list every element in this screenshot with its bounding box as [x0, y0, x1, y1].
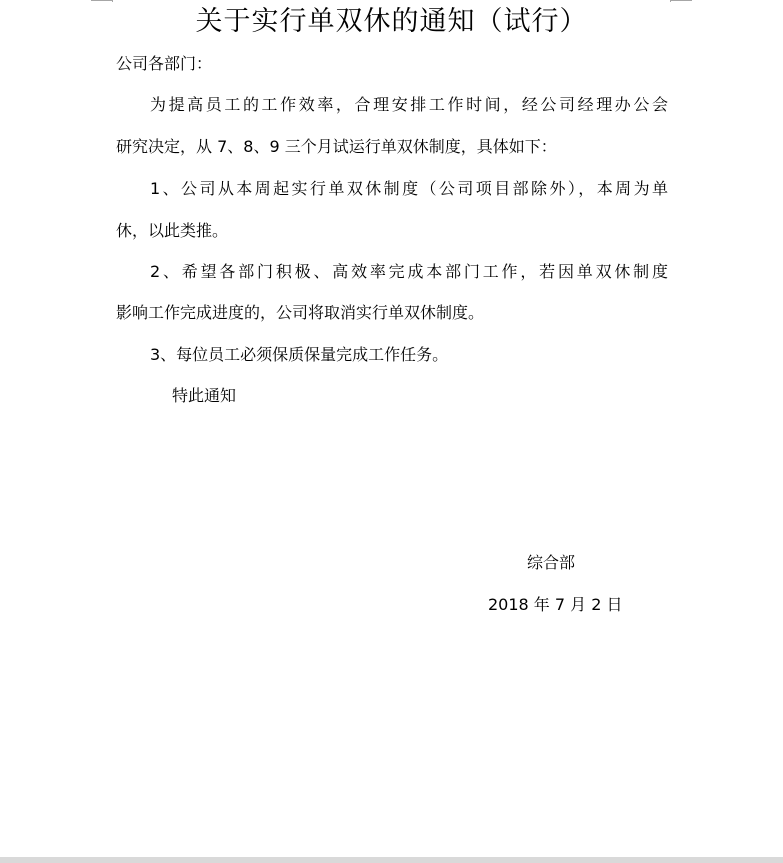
- document-date: 2018 年 7 月 2 日: [488, 595, 623, 614]
- page-corner-mark-left: [91, 0, 113, 1]
- closing-text: 特此通知: [172, 386, 237, 405]
- item-3: 3、每位员工必须保质保量完成工作任务。: [150, 345, 449, 364]
- intro-line-2: 研究决定，从 7、8、9 三个月试运行单双休制度，具体如下：: [116, 137, 557, 156]
- item-2-line-1: 2、希望各部门积极、高效率完成本部门工作，若因单双休制度: [150, 262, 668, 281]
- item-2-line-2: 影响工作完成进度的，公司将取消实行单双休制度。: [116, 303, 485, 322]
- salutation: 公司各部门：: [116, 54, 213, 73]
- signature-department: 综合部: [527, 553, 576, 572]
- page-corner-mark-right: [670, 0, 692, 1]
- item-1-line-1: 1、公司从本周起实行单双休制度（公司项目部除外），本周为单: [150, 179, 668, 198]
- item-1-line-2: 休，以此类推。: [116, 221, 229, 240]
- intro-line-1: 为提高员工的工作效率，合理安排工作时间，经公司经理办公会: [150, 95, 668, 114]
- bottom-scroll-bar: [0, 857, 783, 863]
- document-title: 关于实行单双休的通知（试行）: [195, 6, 588, 37]
